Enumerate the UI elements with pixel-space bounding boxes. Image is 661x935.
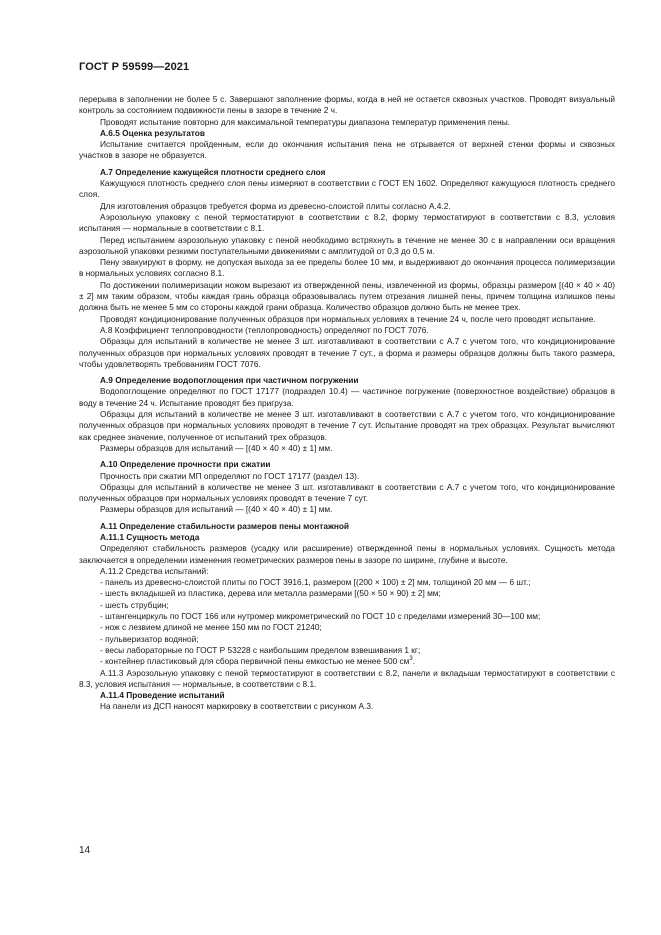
list-item-end: . [412, 656, 415, 667]
paragraph: Проводят кондиционирование полученных образцов при нормальных условиях в течение 24 ч, после чего проводят испытание. [100, 313, 596, 324]
list-item [79, 656, 615, 667]
paragraph: Размеры образцов для испытаний — [(40 × 40 × 40) ± 1] мм. [100, 442, 333, 453]
paragraph: Аэрозольную упаковку с пеной термостатируют в соответствии с 8.2, форму термостатируют в соответствии с 8.3, условия испытания — нормальные в соответствии с 8.1. [79, 211, 615, 234]
paragraph: Образцы для испытаний в количестве не менее 3 шт. изготавливают в соответствии с А.7 с учетом того, что кондиционирование полученных образцов при нормальных условиях проводят в течение 7 сут. [79, 481, 615, 504]
paragraph: Для изготовления образцов требуется форма из древесно-слоистой плиты согласно А.4.2. [100, 200, 451, 211]
list-item: - весы лабораторные по ГОСТ Р 53228 с наибольшим пределом взвешивания 1 кг; [100, 644, 421, 655]
paragraph: Пену эвакуируют в форму, не допуская выхода за ее пределы более 10 мм, и выдерживают до окончания процесса полимеризации в нормальных условиях согласно 8.1. [79, 257, 615, 279]
subsection-heading: А.6.5 Оценка результатов [100, 127, 205, 138]
section-heading: А.9 Определение водопоглощения при частичном погружении [100, 375, 359, 386]
paragraph: По достижении полимеризации ножом вырезают из отвержденной пены, извлеченной из формы, образцы размером [(40 × 40 × 40) ± 2] мм таким образом, чтобы каждая грань образца образовывалась путем отрезания лишней пены, причем толщина излишков пены должна быть не менее 5 мм со стороны каждой грани образца. Количество образцов должно быть не менее трех. [79, 279, 615, 313]
paragraph: Определяют стабильность размеров (усадку или расширение) отвержденной пены в нормальных условиях. Сущность метода заключается в определении изменения геометрических размеров пены в зазоре по ширине, глубине и высоте. [79, 543, 615, 565]
paragraph: Водопоглощение определяют по ГОСТ 17177 (подраздел 10.4) — частичное погружение (поверхностное воздействие) образцов в воду в течение 24 ч. Испытание проводят без пригруза. [79, 386, 615, 408]
list-item-text: - контейнер пластиковый для сбора первичной пены емкостью не менее 500 см [100, 656, 410, 667]
paragraph: Образцы для испытаний в количестве не менее 3 шт. изготавливают в соответствии с А.7 с учетом того, что кондиционирование полученных образцов при нормальных условиях проводят в течение 7 сут., а форма и размеры образцов должны быть такого размера, чтобы удовлетворять требованиям ГОСТ 7076. [79, 336, 615, 369]
paragraph: Образцы для испытаний в количестве не менее 3 шт. изготавливают в соответствии с А.7 с учетом того, что кондиционирование полученных образцов при нормальных условиях проводят в течение 7 сут. Испытание проводят на трех образцах. Результат вычисляют как среднее значение, полученное от испытаний трех образцов. [79, 409, 615, 442]
list-item: - шесть струбцин; [100, 599, 169, 610]
paragraph: А.8 Коэффициент теплопроводности (теплопроводность) определяют по ГОСТ 7076. [100, 324, 429, 335]
page-number: 14 [79, 845, 91, 856]
list-item: - штангенциркуль по ГОСТ 166 или нутромер микрометрический по ГОСТ 10 с пределами измерений 30—100 мм; [100, 611, 541, 622]
document-body [79, 94, 615, 713]
list-item: - пульверизатор водяной; [100, 633, 199, 644]
section-heading: А.11 Определение стабильности размеров пены монтажной [100, 520, 350, 531]
list-item: - панель из древесно-слоистой плиты по ГОСТ 3916.1, размером [(200 × 100) ± 2] мм, толщиной 20 мм — 6 шт.; [100, 577, 531, 588]
document-header: ГОСТ Р 59599—2021 [79, 61, 190, 73]
paragraph: Проводят испытание повторно для максимальной температуры диапазона температур применения пены. [100, 116, 510, 127]
paragraph: На панели из ДСП наносят маркировку в соответствии с рисунком А.3. [100, 701, 374, 712]
superscript: 3 [409, 656, 413, 663]
paragraph: перерыва в заполнении не более 5 с. Завершают заполнение формы, когда в ней не остается сквозных участков. Проводят визуальный контроль за состоянием подвижности пены в зазоре в течение 2 ч. [79, 94, 615, 116]
section-heading: А.7 Определение кажущейся плотности среднего слоя [100, 166, 326, 177]
paragraph: Перед испытанием аэрозольную упаковку с пеной необходимо встряхнуть в течение не менее 30 с в направлении оси вращения аэрозольной упаковки резкими поступательными движениями с амплитудой от 0,3 до 0,5 м. [79, 234, 615, 256]
paragraph: Прочность при сжатии МП определяют по ГОСТ 17177 (раздел 13). [100, 470, 360, 481]
list-item: - шесть вкладышей из пластика, дерева или металла размерами [(50 × 50 × 90) ± 2] мм; [100, 588, 441, 599]
paragraph: А.11.3 Аэрозольную упаковку с пеной термостатируют в соответствии с 8.2, панели и вкладыши термостатируют в соответствии с 8.3, условия испытания — нормальные, в соответствии с 8.1. [79, 667, 615, 689]
subsection-heading: А.11.4 Проведение испытаний [100, 690, 225, 701]
paragraph: Размеры образцов для испытаний — [(40 × 40 × 40) ± 1] мм. [100, 504, 333, 515]
section-heading: А.10 Определение прочности при сжатии [100, 459, 271, 470]
paragraph: А.11.2 Средства испытаний: [100, 565, 209, 576]
list-item: - нож с лезвием длиной не менее 150 мм по ГОСТ 21240; [100, 622, 322, 633]
paragraph: Испытание считается пройденным, если до окончания испытания пена не отрывается от верхней стенки формы и сквозных участков в зазоре не образуется. [79, 139, 615, 161]
paragraph: Кажущуюся плотность среднего слоя пены измеряют в соответствии с ГОСТ EN 1602. Определяют кажущуюся плотность среднего слоя. [79, 178, 615, 200]
subsection-heading: А.11.1 Сущность метода [100, 531, 200, 542]
